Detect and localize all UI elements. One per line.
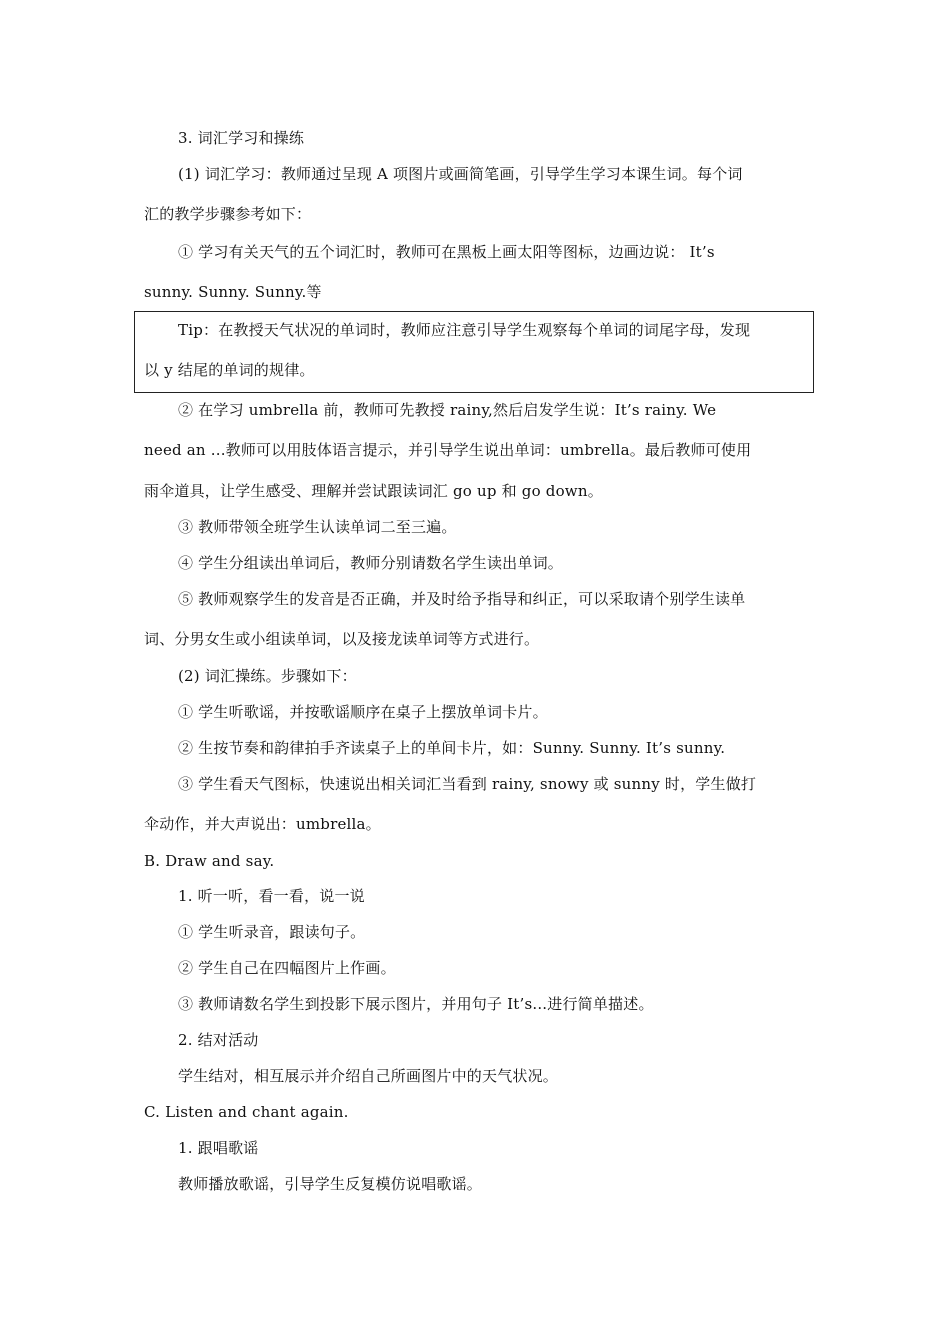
tip-line-1: Tip：在教授天气状况的单词时，教师应注意引导学生观察每个单词的词尾字母，发现 — [178, 321, 751, 339]
paragraph-1-line-2: 汇的教学步骤参考如下： — [144, 205, 312, 223]
b1-step-3: ③ 教师请数名学生到投影下展示图片，并用句子 It’s...进行简单描述。 — [178, 995, 654, 1013]
tip-line-2: 以 y 结尾的单词的规律。 — [144, 361, 315, 379]
b2-title: 2. 结对活动 — [178, 1031, 259, 1049]
section-c-title: C. Listen and chant again. — [144, 1103, 349, 1121]
drill-2: ② 生按节奏和韵律拍手齐读桌子上的单间卡片，如：Sunny. Sunny. It’s sunny. — [178, 739, 726, 757]
step-1-line-2: sunny. Sunny. Sunny.等 — [144, 283, 322, 301]
step-1-line-1: ① 学习有关天气的五个词汇时，教师可在黑板上画太阳等图标，边画边说： It’s — [178, 243, 715, 261]
step-4: ④ 学生分组读出单词后，教师分别请数名学生读出单词。 — [178, 554, 563, 572]
step-2-line-3: 雨伞道具，让学生感受、理解并尝试跟读词汇 go up 和 go down。 — [144, 482, 603, 500]
step-2-line-1: ② 在学习 umbrella 前，教师可先教授 rainy,然后启发学生说：It’s rainy. We — [178, 401, 717, 419]
c1-text: 教师播放歌谣，引导学生反复模仿说唱歌谣。 — [178, 1175, 483, 1193]
paragraph-1-line-1: (1) 词汇学习：教师通过呈现 A 项图片或画简笔画，引导学生学习本课生词。每个词 — [178, 165, 743, 183]
drill-3-line-1: ③ 学生看天气图标，快速说出相关词汇当看到 rainy, snowy 或 sunny 时，学生做打 — [178, 775, 757, 793]
section-3-title: 3. 词汇学习和操练 — [178, 129, 305, 147]
b1-step-2: ② 学生自己在四幅图片上作画。 — [178, 959, 396, 977]
b1-title: 1. 听一听，看一看，说一说 — [178, 887, 365, 905]
b1-step-1: ① 学生听录音，跟读句子。 — [178, 923, 366, 941]
step-5-line-2: 词、分男女生或小组读单词，以及接龙读单词等方式进行。 — [144, 630, 540, 648]
drill-3-line-2: 伞动作，并大声说出：umbrella。 — [144, 815, 381, 833]
section-b-title: B. Draw and say. — [144, 852, 275, 870]
step-2-line-2: need an ...教师可以用肢体语言提示，并引导学生说出单词：umbrella。最后教师可使用 — [144, 441, 752, 459]
step-5-line-1: ⑤ 教师观察学生的发音是否正确，并及时给予指导和纠正，可以采取请个别学生读单 — [178, 590, 746, 608]
paragraph-2-title: (2) 词汇操练。步骤如下： — [178, 667, 357, 685]
step-3: ③ 教师带领全班学生认读单词二至三遍。 — [178, 518, 457, 536]
drill-1: ① 学生听歌谣，并按歌谣顺序在桌子上摆放单词卡片。 — [178, 703, 548, 721]
c1-title: 1. 跟唱歌谣 — [178, 1139, 259, 1157]
b2-text: 学生结对，相互展示并介绍自己所画图片中的天气状况。 — [178, 1067, 559, 1085]
